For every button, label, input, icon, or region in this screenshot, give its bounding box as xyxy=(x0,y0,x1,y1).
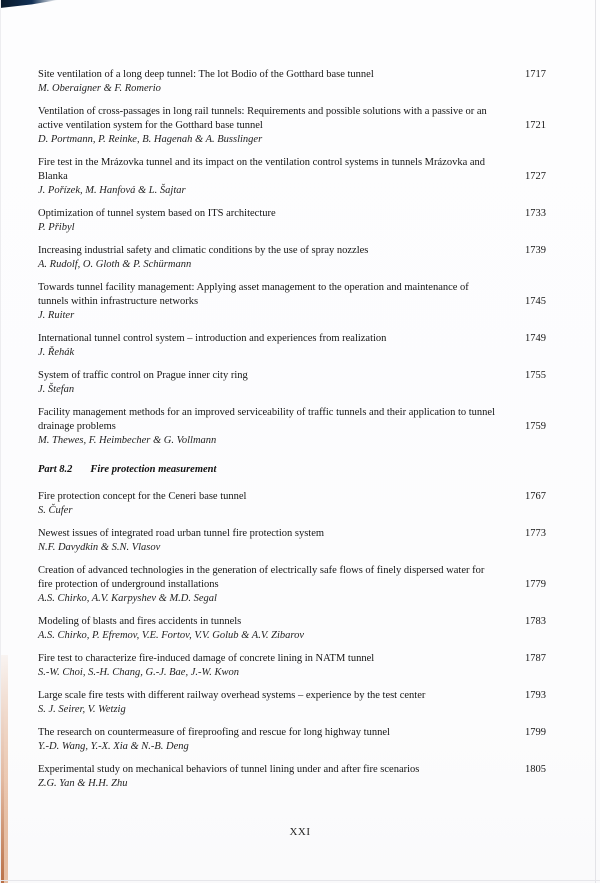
toc-entry xyxy=(38,369,546,397)
entry-page-number: 1799 xyxy=(525,727,546,738)
toc-entry-head xyxy=(38,564,546,592)
entry-page-number: 1739 xyxy=(525,245,546,256)
toc-entry xyxy=(38,726,546,754)
entry-authors: N.F. Davydkin & S.N. Vlasov xyxy=(38,542,161,553)
entry-title: Towards tunnel facility management: Applying asset management to the operation and maintenance of tunnels within infrastructure networks xyxy=(38,282,469,307)
entry-page-number: 1717 xyxy=(525,69,546,80)
book-cover-edge xyxy=(0,0,58,8)
entry-authors: J. Štefan xyxy=(38,384,75,395)
entry-title: Fire protection concept for the Ceneri base tunnel xyxy=(38,491,247,502)
entry-page-number: 1787 xyxy=(525,653,546,664)
toc-entry-head xyxy=(38,615,546,629)
toc-entry-head xyxy=(38,105,546,133)
toc-entry-head xyxy=(38,369,546,383)
entry-title: Fire test in the Mrázovka tunnel and its impact on the ventilation control systems in tunnels Mrázovka and Blanka xyxy=(38,157,486,182)
entry-title: Facility management methods for an improved serviceability of traffic tunnels and their application to tunnel drainage problems xyxy=(38,407,496,432)
toc-section-continuation xyxy=(38,68,546,448)
entry-authors: A.S. Chirko, P. Efremov, V.E. Fortov, V.V. Golub & A.V. Zibarov xyxy=(38,630,305,641)
entry-page-number: 1721 xyxy=(525,120,546,131)
entry-authors: M. Thewes, F. Heimbecher & G. Vollmann xyxy=(38,435,217,446)
entry-authors: J. Ruiter xyxy=(38,310,75,321)
entry-page-number: 1773 xyxy=(525,528,546,539)
entry-title: Newest issues of integrated road urban tunnel fire protection system xyxy=(38,528,325,539)
toc-entry xyxy=(38,763,546,791)
toc-entry-list xyxy=(38,490,546,791)
entry-page-number: 1745 xyxy=(525,296,546,307)
toc-entry xyxy=(38,615,546,643)
entry-title: System of traffic control on Prague inner city ring xyxy=(38,370,248,381)
entry-authors: J. Řehák xyxy=(38,347,75,358)
entry-page-number: 1805 xyxy=(525,764,546,775)
entry-page-number: 1779 xyxy=(525,579,546,590)
entry-title: The research on countermeasure of fireproofing and rescue for long highway tunnel xyxy=(38,727,390,738)
toc-entry-head xyxy=(38,527,546,541)
toc-section-fire-protection xyxy=(38,463,546,791)
entry-page-number: 1759 xyxy=(525,421,546,432)
toc-entry xyxy=(38,332,546,360)
entry-authors: P. Přibyl xyxy=(38,222,75,233)
entry-title: Large scale fire tests with different railway overhead systems – experience by the test center xyxy=(38,690,426,701)
page-right-edge-line xyxy=(595,0,596,883)
page-left-edge-line xyxy=(0,0,1,883)
toc-entry-head xyxy=(38,726,546,740)
entry-page-number: 1783 xyxy=(525,616,546,627)
entry-page-number: 1727 xyxy=(525,171,546,182)
entry-title: Ventilation of cross-passages in long rail tunnels: Requirements and possible solutions with a passive or an active ventilation system for the Gotthard base tunnel xyxy=(38,106,487,131)
entry-page-number: 1793 xyxy=(525,690,546,701)
toc-entry xyxy=(38,527,546,555)
toc-entry xyxy=(38,244,546,272)
toc-entry xyxy=(38,68,546,96)
entry-title: Modeling of blasts and fires accidents in tunnels xyxy=(38,616,242,627)
toc-entry-head xyxy=(38,490,546,504)
entry-authors: Y.-D. Wang, Y.-X. Xia & N.-B. Deng xyxy=(38,741,189,752)
section-heading xyxy=(38,463,546,477)
entry-authors: A.S. Chirko, A.V. Karpyshev & M.D. Segal xyxy=(38,593,217,604)
entry-authors: A. Rudolf, O. Gloth & P. Schürmann xyxy=(38,259,192,270)
entry-page-number: 1755 xyxy=(525,370,546,381)
entry-authors: Z.G. Yan & H.H. Zhu xyxy=(38,778,128,789)
toc-entry xyxy=(38,564,546,606)
toc-entry-list xyxy=(38,68,546,448)
toc-entry xyxy=(38,207,546,235)
toc-entry-head xyxy=(38,689,546,703)
entry-title: Increasing industrial safety and climatic conditions by the use of spray nozzles xyxy=(38,245,369,256)
entry-page-number: 1749 xyxy=(525,333,546,344)
section-title: Fire protection measurement xyxy=(90,464,217,475)
page-edge-strip xyxy=(0,655,8,883)
toc-entry xyxy=(38,406,546,448)
toc-entry-head xyxy=(38,652,546,666)
entry-title: Site ventilation of a long deep tunnel: The lot Bodio of the Gotthard base tunnel xyxy=(38,69,374,80)
entry-title: International tunnel control system – introduction and experiences from realization xyxy=(38,333,387,344)
entry-title: Creation of advanced technologies in the generation of electrically safe flows of finely dispersed water for fire protection of underground installations xyxy=(38,565,485,590)
entry-authors: S.-W. Choi, S.-H. Chang, G.-J. Bae, J.-W. Kwon xyxy=(38,667,240,678)
toc-entry-head xyxy=(38,281,546,309)
table-of-contents xyxy=(38,68,546,800)
toc-entry-head xyxy=(38,244,546,258)
toc-entry-head xyxy=(38,332,546,346)
entry-authors: J. Pořízek, M. Hanfová & L. Šajtar xyxy=(38,185,186,196)
toc-entry xyxy=(38,689,546,717)
entry-authors: S. Čufer xyxy=(38,505,73,516)
toc-entry xyxy=(38,490,546,518)
section-part-label: Part 8.2 xyxy=(38,464,73,475)
entry-page-number: 1733 xyxy=(525,208,546,219)
toc-entry-head xyxy=(38,207,546,221)
toc-entry xyxy=(38,281,546,323)
entry-title: Fire test to characterize fire-induced damage of concrete lining in NATM tunnel xyxy=(38,653,375,664)
entry-page-number: 1767 xyxy=(525,491,546,502)
entry-authors: D. Portmann, P. Reinke, B. Hagenah & A. Busslinger xyxy=(38,134,263,145)
entry-title: Optimization of tunnel system based on ITS architecture xyxy=(38,208,276,219)
page-footer-number: XXI xyxy=(289,826,311,838)
toc-entry-head xyxy=(38,156,546,184)
entry-authors: M. Oberaigner & F. Romerio xyxy=(38,83,161,94)
page-bottom-edge-line xyxy=(0,880,600,881)
toc-entry xyxy=(38,156,546,198)
toc-entry-head xyxy=(38,763,546,777)
toc-entry-head xyxy=(38,68,546,82)
entry-authors: S. J. Seirer, V. Wetzig xyxy=(38,704,126,715)
toc-entry xyxy=(38,652,546,680)
toc-entry xyxy=(38,105,546,147)
toc-entry-head xyxy=(38,406,546,434)
entry-title: Experimental study on mechanical behaviors of tunnel lining under and after fire scenarios xyxy=(38,764,420,775)
